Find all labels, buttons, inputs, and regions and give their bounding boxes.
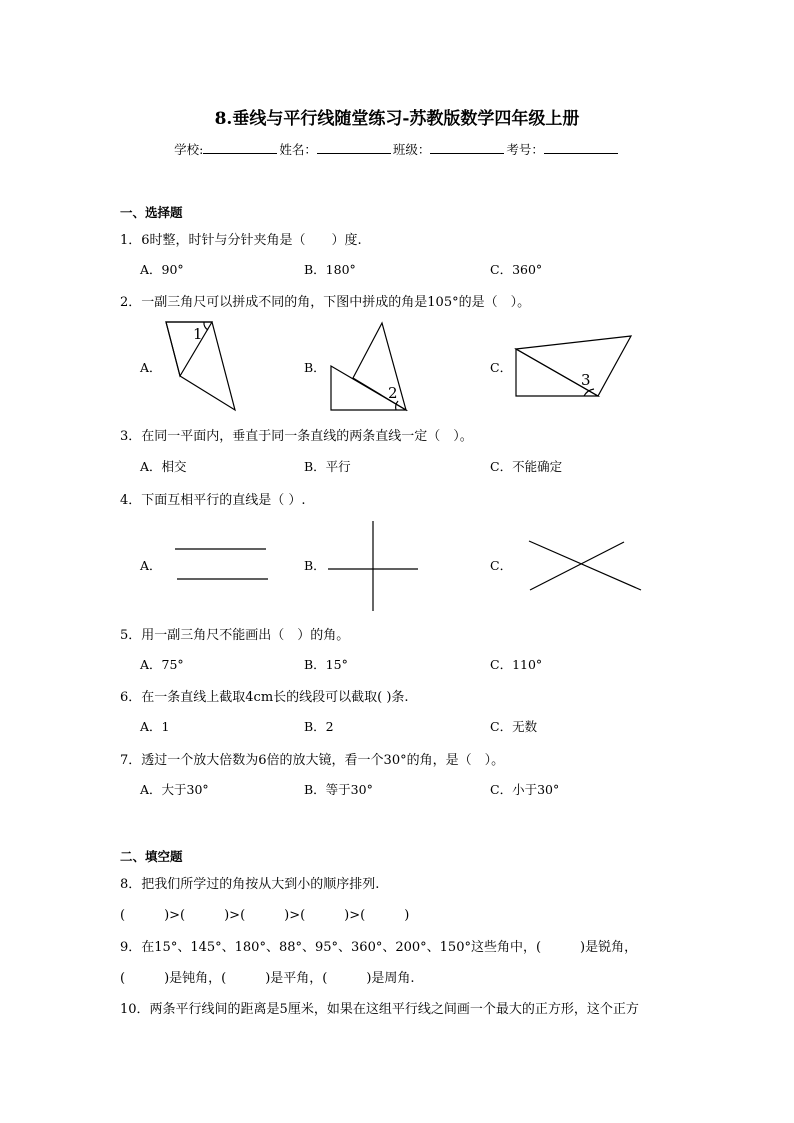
question-9: 9．在15°、145°、180°、88°、95°、360°、200°、150°这些角中，( )是锐角，: [120, 940, 638, 955]
page-title: 8.垂线与平行线随堂练习-苏教版数学四年级上册: [214, 109, 580, 129]
class-label: 班级：: [392, 142, 431, 157]
q2-option-a: A．: [140, 360, 162, 375]
q4-option-a: A．: [140, 558, 162, 573]
q4-figure-c-intersecting-lines: [529, 541, 641, 590]
q2-figure-c: [516, 336, 631, 396]
q5-option-c: C．110°: [490, 657, 543, 672]
q4-figure-b-perpendicular-lines: [328, 521, 418, 611]
q3-option-b: B．平行: [304, 459, 351, 474]
q5-option-b: B．15°: [304, 657, 348, 672]
q2-option-c: C．: [490, 360, 513, 375]
q1-option-c: C．360°: [490, 262, 543, 277]
question-7: 7．透过一个放大倍数为6倍的放大镜，看一个30°的角，是（ ）。: [120, 753, 505, 768]
q7-option-b: B．等于30°: [304, 782, 373, 797]
q6-option-a: A．1: [140, 719, 170, 734]
question-5: 5．用一副三角尺不能画出（ ）的角。: [120, 628, 350, 643]
q3-option-a: A．相交: [140, 459, 187, 474]
question-3: 3．在同一平面内，垂直于同一条直线的两条直线一定（ ）。: [120, 429, 473, 444]
q4-option-b: B．: [304, 558, 326, 573]
exam-no-label: 考号：: [506, 142, 544, 157]
question-8: 8．把我们所学过的角按从大到小的顺序排列.: [120, 877, 380, 892]
q8-answer-blanks: ( )>( )>( )>( )>( ): [120, 908, 410, 923]
question-6: 6．在一条直线上截取4cm长的线段可以截取( )条.: [120, 690, 409, 705]
q5-option-a: A．75°: [140, 657, 184, 672]
question-10: 10．两条平行线间的距离是5厘米，如果在这组平行线之间画一个最大的正方形，这个正方: [120, 1002, 639, 1017]
angle-label-2: 2: [388, 384, 398, 402]
q6-option-c: C．无数: [490, 719, 538, 734]
q3-option-c: C．不能确定: [490, 459, 563, 474]
q7-option-a: A．大于30°: [140, 782, 209, 797]
angle-label-1: 1: [193, 325, 203, 343]
question-4: 4．下面互相平行的直线是（ ）.: [120, 493, 306, 508]
q4-figure-a-parallel-lines: [175, 549, 268, 579]
q1-option-b: B．180°: [304, 262, 356, 277]
q7-option-c: C．小于30°: [490, 782, 560, 797]
question-2: 2．一副三角尺可以拼成不同的角，下图中拼成的角是105°的是（ ）。: [120, 295, 531, 310]
q6-option-b: B．2: [304, 719, 334, 734]
q1-option-a: A．90°: [140, 262, 184, 277]
angle-label-3: 3: [581, 371, 591, 389]
section-heading-choice: 一、选择题: [120, 205, 183, 220]
school-label: 学校:: [174, 142, 204, 157]
question-1: 1．6时整，时针与分针夹角是（ ）度.: [120, 233, 362, 248]
name-label: 姓名：: [279, 142, 317, 157]
question-9-cont: ( )是钝角，( )是平角，( )是周角.: [120, 971, 415, 986]
q4-option-c: C．: [490, 558, 513, 573]
q2-option-b: B．: [304, 360, 326, 375]
section-heading-fill-blank: 二、填空题: [120, 849, 183, 864]
